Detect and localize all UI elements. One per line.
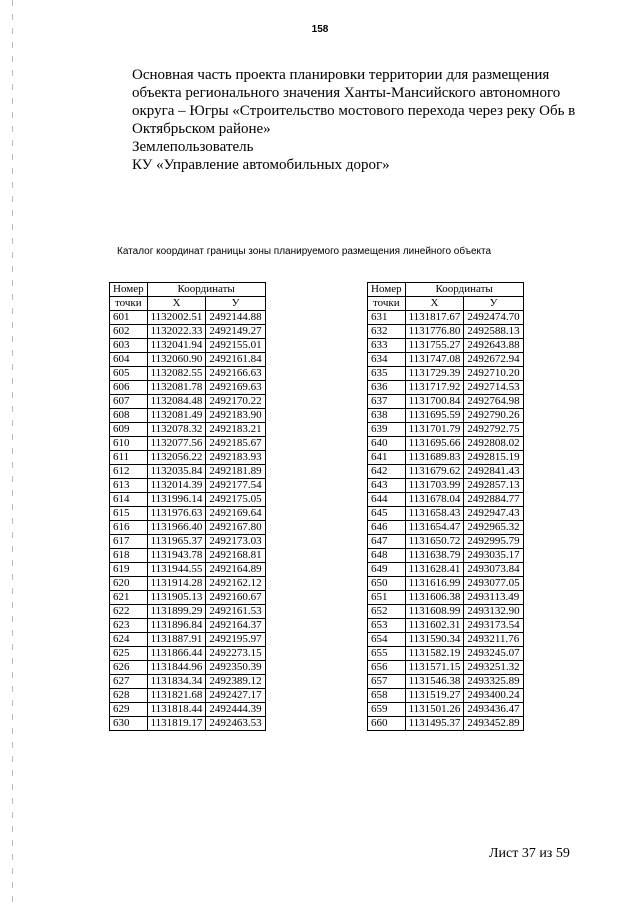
table-row [110,353,266,367]
y-coordinate-cell: 2492764.98 [464,395,523,409]
header-coordinates: Координаты [405,283,523,297]
table-row [110,311,266,325]
point-number-cell: 632 [368,325,406,339]
y-coordinate-cell: 2492149.27 [206,325,265,339]
y-coordinate-cell: 2492815.19 [464,451,523,465]
point-number-cell: 627 [110,675,148,689]
x-coordinate-cell: 1131866.44 [147,647,206,661]
table-row [110,689,266,703]
point-number-cell: 625 [110,647,148,661]
table-row [368,353,524,367]
x-coordinate-cell: 1132035.84 [147,465,206,479]
x-coordinate-cell: 1132077.56 [147,437,206,451]
table-row [368,465,524,479]
x-coordinate-cell: 1131844.96 [147,661,206,675]
y-coordinate-cell: 2492166.63 [206,367,265,381]
y-coordinate-cell: 2493400.24 [464,689,523,703]
point-number-cell: 647 [368,535,406,549]
y-coordinate-cell: 2493113.49 [464,591,523,605]
y-coordinate-cell: 2493436.47 [464,703,523,717]
header-line: КУ «Управление автомобильных дорог» [132,157,390,173]
x-coordinate-cell: 1132078.32 [147,423,206,437]
table-row [368,437,524,451]
y-coordinate-cell: 2492169.63 [206,381,265,395]
x-coordinate-cell: 1131944.55 [147,563,206,577]
point-number-cell: 648 [368,549,406,563]
x-coordinate-cell: 1131602.31 [405,619,464,633]
point-number-cell: 614 [110,493,148,507]
x-coordinate-cell: 1131899.29 [147,605,206,619]
point-number-cell: 624 [110,633,148,647]
table-row [368,493,524,507]
header-line: объекта регионального значения Ханты-Мансийского автономного [132,85,561,101]
x-coordinate-cell: 1131965.37 [147,535,206,549]
x-coordinate-cell: 1132014.39 [147,479,206,493]
y-coordinate-cell: 2492463.53 [206,717,265,731]
point-number-cell: 644 [368,493,406,507]
y-coordinate-cell: 2492857.13 [464,479,523,493]
table-row [368,675,524,689]
y-coordinate-cell: 2492672.94 [464,353,523,367]
table-row [368,605,524,619]
table-row [368,703,524,717]
x-coordinate-cell: 1131638.79 [405,549,464,563]
scan-edge-marks [12,0,13,905]
y-coordinate-cell: 2492588.13 [464,325,523,339]
y-coordinate-cell: 2492792.75 [464,423,523,437]
x-coordinate-cell: 1131606.38 [405,591,464,605]
header-line: округа – Югры «Строительство мостового перехода через реку Обь в [132,103,576,119]
y-coordinate-cell: 2492144.88 [206,311,265,325]
table-row [110,535,266,549]
table-row [368,367,524,381]
y-coordinate-cell: 2492350.39 [206,661,265,675]
table-row [110,675,266,689]
header-point: точки [110,297,148,311]
page-number: 158 [311,24,329,35]
point-number-cell: 604 [110,353,148,367]
x-coordinate-cell: 1131817.67 [405,311,464,325]
table-row [110,619,266,633]
point-number-cell: 641 [368,451,406,465]
x-coordinate-cell: 1131821.68 [147,689,206,703]
x-coordinate-cell: 1131650.72 [405,535,464,549]
x-coordinate-cell: 1131819.17 [147,717,206,731]
point-number-cell: 628 [110,689,148,703]
document-header [132,66,592,174]
point-number-cell: 635 [368,367,406,381]
x-coordinate-cell: 1131943.78 [147,549,206,563]
point-number-cell: 638 [368,409,406,423]
point-number-cell: 626 [110,661,148,675]
y-coordinate-cell: 2492185.67 [206,437,265,451]
table-row [110,479,266,493]
x-coordinate-cell: 1131996.14 [147,493,206,507]
x-coordinate-cell: 1131703.99 [405,479,464,493]
y-coordinate-cell: 2492884.77 [464,493,523,507]
point-number-cell: 602 [110,325,148,339]
point-number-cell: 645 [368,507,406,521]
point-number-cell: 613 [110,479,148,493]
table-row [368,423,524,437]
table-caption: Каталог координат границы зоны планируемого размещения линейного объекта [117,246,492,257]
table-row [110,703,266,717]
point-number-cell: 610 [110,437,148,451]
y-coordinate-cell: 2492161.84 [206,353,265,367]
table-row [110,647,266,661]
table-row [368,577,524,591]
y-coordinate-cell: 2492444.39 [206,703,265,717]
y-coordinate-cell: 2493211.76 [464,633,523,647]
x-coordinate-cell: 1132081.49 [147,409,206,423]
table-row [110,521,266,535]
y-coordinate-cell: 2492160.67 [206,591,265,605]
x-coordinate-cell: 1131700.84 [405,395,464,409]
point-number-cell: 623 [110,619,148,633]
y-coordinate-cell: 2492965.32 [464,521,523,535]
table-row [110,717,266,731]
y-coordinate-cell: 2492427.17 [206,689,265,703]
table-row [110,549,266,563]
point-number-cell: 621 [110,591,148,605]
point-number-cell: 617 [110,535,148,549]
x-coordinate-cell: 1131695.66 [405,437,464,451]
x-coordinate-cell: 1131654.47 [405,521,464,535]
table-row [368,563,524,577]
x-coordinate-cell: 1131519.27 [405,689,464,703]
point-number-cell: 630 [110,717,148,731]
point-number-cell: 646 [368,521,406,535]
x-coordinate-cell: 1131628.41 [405,563,464,577]
point-number-cell: 605 [110,367,148,381]
table-row [368,549,524,563]
y-coordinate-cell: 2492474.70 [464,311,523,325]
table-row [110,661,266,675]
header-line: Октябрьском районе» [132,121,271,137]
point-number-cell: 612 [110,465,148,479]
y-coordinate-cell: 2492643.88 [464,339,523,353]
table-row [368,535,524,549]
x-coordinate-cell: 1131717.92 [405,381,464,395]
point-number-cell: 618 [110,549,148,563]
x-coordinate-cell: 1131905.13 [147,591,206,605]
point-number-cell: 639 [368,423,406,437]
table-row [368,311,524,325]
x-coordinate-cell: 1132022.33 [147,325,206,339]
x-coordinate-cell: 1131608.99 [405,605,464,619]
point-number-cell: 654 [368,633,406,647]
y-coordinate-cell: 2492710.20 [464,367,523,381]
y-coordinate-cell: 2492155.01 [206,339,265,353]
table-row [368,409,524,423]
y-coordinate-cell: 2492808.02 [464,437,523,451]
header-line: Основная часть проекта планировки территории для размещения [132,67,550,83]
table-row [110,395,266,409]
point-number-cell: 615 [110,507,148,521]
x-coordinate-cell: 1131747.08 [405,353,464,367]
x-coordinate-cell: 1131689.83 [405,451,464,465]
table-row [368,661,524,675]
table-row [110,325,266,339]
table-row [110,605,266,619]
table-row [110,409,266,423]
coordinates-table-left [109,282,266,731]
header-line: Землепользователь [132,139,254,155]
y-coordinate-cell: 2492168.81 [206,549,265,563]
x-coordinate-cell: 1132056.22 [147,451,206,465]
header-y: У [206,297,265,311]
point-number-cell: 655 [368,647,406,661]
table-row [368,339,524,353]
table-row [110,577,266,591]
y-coordinate-cell: 2492170.22 [206,395,265,409]
header-point: точки [368,297,406,311]
x-coordinate-cell: 1132084.48 [147,395,206,409]
x-coordinate-cell: 1131976.63 [147,507,206,521]
point-number-cell: 601 [110,311,148,325]
table-row [110,563,266,577]
x-coordinate-cell: 1131887.91 [147,633,206,647]
x-coordinate-cell: 1132081.78 [147,381,206,395]
x-coordinate-cell: 1131701.79 [405,423,464,437]
table-row [110,423,266,437]
table-row [368,451,524,465]
x-coordinate-cell: 1131896.84 [147,619,206,633]
point-number-cell: 607 [110,395,148,409]
x-coordinate-cell: 1131834.34 [147,675,206,689]
y-coordinate-cell: 2492181.89 [206,465,265,479]
point-number-cell: 631 [368,311,406,325]
point-number-cell: 643 [368,479,406,493]
header-number: Номер [110,283,148,297]
y-coordinate-cell: 2492183.21 [206,423,265,437]
y-coordinate-cell: 2492173.03 [206,535,265,549]
header-x: X [405,297,464,311]
x-coordinate-cell: 1131546.38 [405,675,464,689]
x-coordinate-cell: 1131678.04 [405,493,464,507]
x-coordinate-cell: 1131571.15 [405,661,464,675]
x-coordinate-cell: 1131914.28 [147,577,206,591]
table-row [110,493,266,507]
y-coordinate-cell: 2493325.89 [464,675,523,689]
table-row [110,367,266,381]
table-row [110,451,266,465]
y-coordinate-cell: 2492162.12 [206,577,265,591]
point-number-cell: 651 [368,591,406,605]
y-coordinate-cell: 2492273.15 [206,647,265,661]
y-coordinate-cell: 2493073.84 [464,563,523,577]
table-row [368,507,524,521]
point-number-cell: 660 [368,717,406,731]
y-coordinate-cell: 2493035.17 [464,549,523,563]
y-coordinate-cell: 2492161.53 [206,605,265,619]
table-row [368,591,524,605]
point-number-cell: 640 [368,437,406,451]
sheet-counter: Лист 37 из 59 [489,846,570,861]
point-number-cell: 629 [110,703,148,717]
x-coordinate-cell: 1131495.37 [405,717,464,731]
x-coordinate-cell: 1131818.44 [147,703,206,717]
point-number-cell: 603 [110,339,148,353]
table-row [368,479,524,493]
x-coordinate-cell: 1132082.55 [147,367,206,381]
y-coordinate-cell: 2492195.97 [206,633,265,647]
y-coordinate-cell: 2492164.37 [206,619,265,633]
y-coordinate-cell: 2493132.90 [464,605,523,619]
x-coordinate-cell: 1131582.19 [405,647,464,661]
point-number-cell: 642 [368,465,406,479]
point-number-cell: 606 [110,381,148,395]
x-coordinate-cell: 1131501.26 [405,703,464,717]
header-number: Номер [368,283,406,297]
point-number-cell: 616 [110,521,148,535]
x-coordinate-cell: 1131966.40 [147,521,206,535]
x-coordinate-cell: 1132002.51 [147,311,206,325]
table-row [368,717,524,731]
point-number-cell: 649 [368,563,406,577]
point-number-cell: 611 [110,451,148,465]
y-coordinate-cell: 2492389.12 [206,675,265,689]
table-row [368,395,524,409]
y-coordinate-cell: 2492841.43 [464,465,523,479]
y-coordinate-cell: 2492167.80 [206,521,265,535]
header-coordinates: Координаты [147,283,265,297]
table-row [368,647,524,661]
x-coordinate-cell: 1131679.62 [405,465,464,479]
y-coordinate-cell: 2492183.93 [206,451,265,465]
x-coordinate-cell: 1131755.27 [405,339,464,353]
y-coordinate-cell: 2492790.26 [464,409,523,423]
point-number-cell: 620 [110,577,148,591]
table-row [368,381,524,395]
table-row [110,507,266,521]
y-coordinate-cell: 2493077.05 [464,577,523,591]
table-row [110,465,266,479]
x-coordinate-cell: 1132060.90 [147,353,206,367]
x-coordinate-cell: 1131658.43 [405,507,464,521]
point-number-cell: 634 [368,353,406,367]
x-coordinate-cell: 1131590.34 [405,633,464,647]
point-number-cell: 633 [368,339,406,353]
y-coordinate-cell: 2493251.32 [464,661,523,675]
point-number-cell: 652 [368,605,406,619]
y-coordinate-cell: 2492714.53 [464,381,523,395]
y-coordinate-cell: 2493173.54 [464,619,523,633]
x-coordinate-cell: 1131729.39 [405,367,464,381]
y-coordinate-cell: 2492169.64 [206,507,265,521]
y-coordinate-cell: 2492164.89 [206,563,265,577]
table-row [368,633,524,647]
table-row [368,325,524,339]
point-number-cell: 650 [368,577,406,591]
table-row [110,633,266,647]
point-number-cell: 658 [368,689,406,703]
x-coordinate-cell: 1131616.99 [405,577,464,591]
table-row [110,591,266,605]
header-y: У [464,297,523,311]
table-row [110,437,266,451]
y-coordinate-cell: 2492175.05 [206,493,265,507]
point-number-cell: 609 [110,423,148,437]
table-row [110,381,266,395]
y-coordinate-cell: 2492947.43 [464,507,523,521]
y-coordinate-cell: 2492177.54 [206,479,265,493]
x-coordinate-cell: 1131695.59 [405,409,464,423]
point-number-cell: 622 [110,605,148,619]
y-coordinate-cell: 2493452.89 [464,717,523,731]
x-coordinate-cell: 1131776.80 [405,325,464,339]
coordinates-table-right [367,282,524,731]
table-row [110,339,266,353]
table-row [368,521,524,535]
y-coordinate-cell: 2492183.90 [206,409,265,423]
table-row [368,619,524,633]
table-row [368,689,524,703]
x-coordinate-cell: 1132041.94 [147,339,206,353]
point-number-cell: 637 [368,395,406,409]
y-coordinate-cell: 2492995.79 [464,535,523,549]
point-number-cell: 608 [110,409,148,423]
point-number-cell: 659 [368,703,406,717]
header-x: X [147,297,206,311]
point-number-cell: 656 [368,661,406,675]
point-number-cell: 636 [368,381,406,395]
y-coordinate-cell: 2493245.07 [464,647,523,661]
point-number-cell: 653 [368,619,406,633]
point-number-cell: 657 [368,675,406,689]
point-number-cell: 619 [110,563,148,577]
